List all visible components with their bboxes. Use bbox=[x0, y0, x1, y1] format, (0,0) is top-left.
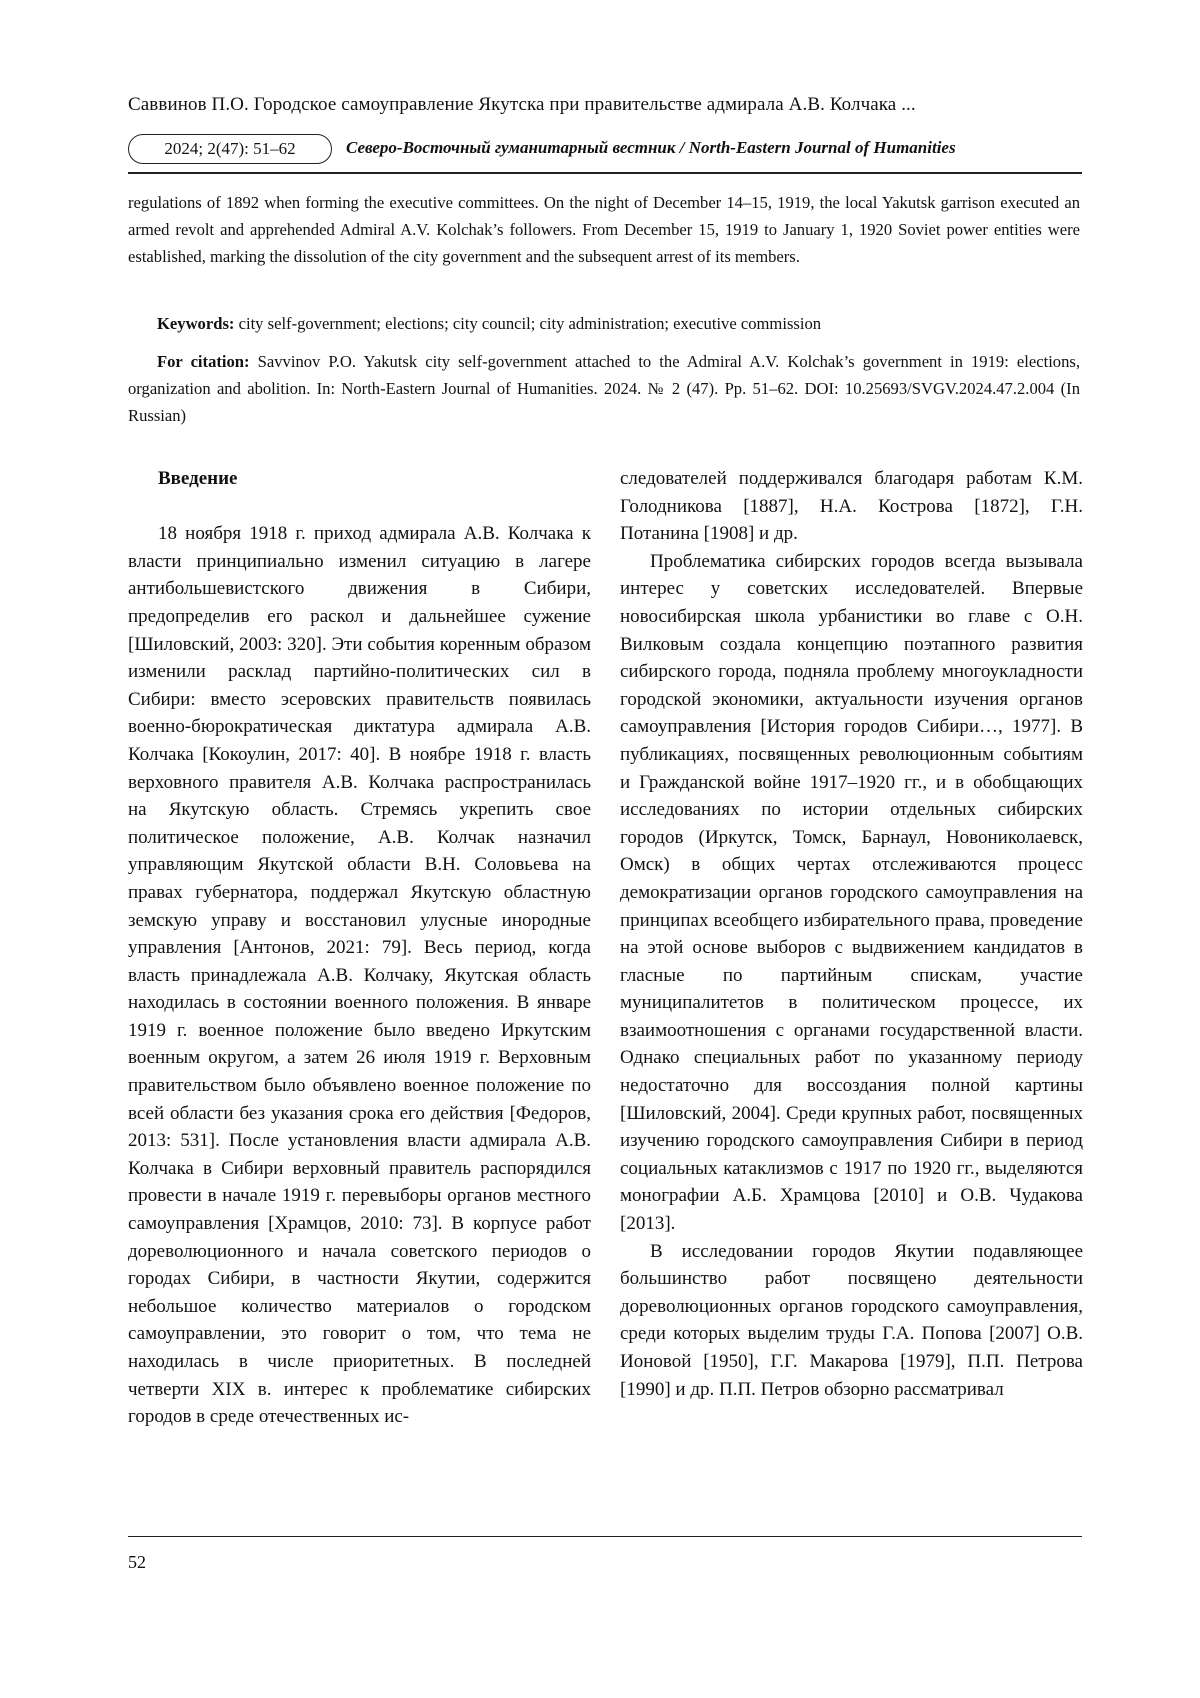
section-heading: Введение bbox=[158, 468, 238, 489]
right-column bbox=[620, 465, 1083, 1403]
header-divider bbox=[128, 172, 1082, 174]
body-paragraph: Проблематика сибирских городов всегда вызывала интерес у советских исследователей. Впервые новосибирская школа урбанистики во главе с О.Н. Вилковым создала концепцию поэтапного развития сибирского города, подняла проблему многоукладности городской экономики, актуальности изучения органов самоуправления [История городов Сибири…, 1977]. В публикациях, посвященных революционным событиям и Гражданской войне 1917–1920 гг., и в обобщающих исследованиях по истории отдельных сибирских городов (Иркутск, Томск, Барнаул, Новониколаевск, Омск) в общих чертах отслеживаются процесс демократизации органов городского самоуправления на принципах всеобщего избирательного права, проведение на этой основе выборов с выдвижением кандидатов в гласные по партийным спискам, участие муниципалитетов в политическом процессе, их взаимоотношения с органами государственной власти. Однако специальных работ по указанному периоду недостаточно для воссоздания полной картины [Шиловский, 2004]. Среди крупных работ, посвященных изучению городского самоуправления Сибири в период социальных катаклизмов с 1917 по 1920 гг., выделяются монографии А.Б. Храмцова [2010] и О.В. Чудакова [2013]. bbox=[620, 550, 1083, 1235]
keywords-text: city self-government; elections; city council; city administration; executive commission bbox=[238, 314, 822, 333]
issue-badge: 2024; 2(47): 51–62 bbox=[128, 134, 332, 164]
page-number: 52 bbox=[128, 1552, 146, 1572]
body-paragraph: В исследовании городов Якутии подавляющее большинство работ посвящено деятельности дореволюционных органов городского самоуправления, среди которых выделим труды Г.А. Попова [2007] О.В. Ионовой [1950], Г.Г. Макарова [1979], П.П. Петрова [1990] и др. П.П. Петров обзорно рассматривал bbox=[620, 1240, 1083, 1400]
citation-label: For citation: bbox=[157, 352, 250, 371]
citation bbox=[128, 348, 1080, 429]
citation-text: Savvinov P.O. Yakutsk city self-government attached to the Admiral A.V. Kolchak’s government in 1919: elections, organization and abolition. In: North-Eastern Journal of Humanities. 2024. № 2 (47). Pp. 51–62. DOI: 10.25693/SVGV.2024.47.2.004 (In Russian) bbox=[128, 352, 1080, 425]
keywords-label: Keywords: bbox=[157, 314, 235, 333]
abstract-text: regulations of 1892 when forming the executive committees. On the night of December 14–15, 1919, the local Yakutsk garrison executed an armed revolt and apprehended Admiral A.V. Kolchak’s followers. From December 15, 1919 to January 1, 1920 Soviet power entities were established, marking the dissolution of the city government and the subsequent arrest of its members. bbox=[128, 193, 1080, 266]
left-column bbox=[128, 465, 591, 1431]
body-paragraph: следователей поддерживался благодаря работам К.М. Голодникова [1887], Н.А. Кострова [1872], Г.Н. Потанина [1908] и др. bbox=[620, 468, 1083, 545]
running-head: Саввинов П.О. Городское самоуправление Якутска при правительстве адмирала А.В. Колчака ... bbox=[128, 94, 916, 115]
journal-title: Северо-Восточный гуманитарный вестник / North-Eastern Journal of Humanities bbox=[346, 138, 956, 157]
footer-divider bbox=[128, 1536, 1082, 1537]
keywords bbox=[157, 310, 1082, 337]
body-paragraph: 18 ноября 1918 г. приход адмирала А.В. Колчака к власти принципиально изменил ситуацию в лагере антибольшевистского движения в Сибири, предопределив его раскол и дальнейшее сужение [Шиловский, 2003: 320]. Эти события коренным образом изменили расклад партийно-политических сил в Сибири: вместо эсеровских правительств появилась военно-бюрократическая диктатура адмирала А.В. Колчака [Кокоулин, 2017: 40]. В ноябре 1918 г. власть верховного правителя А.В. Колчака распространилась на Якутскую область. Стремясь укрепить свое политическое положение, А.В. Колчак назначил управляющим Якутской области В.Н. Соловьева на правах губернатора, поддержал Якутскую областную земскую управу и восстановил улусные инородные управления [Антонов, 2021: 79]. Весь период, когда власть принадлежала А.В. Колчаку, Якутская область находилась в состоянии военного положения. В январе 1919 г. военное положение было введено Иркутским военным округом, а затем 26 июля 1919 г. Верховным правительством было объявлено военное положение по всей области без указания срока его действия [Федоров, 2013: 531]. После установления власти адмирала А.В. Колчака в Сибири верховный правитель распорядился провести в начале 1919 г. перевыборы органов местного самоуправления [Храмцов, 2010: 73]. В корпусе работ дореволюционного и начала советского периодов о городах Сибири, в частности Якутии, содержится небольшое количество материалов о городском самоуправлении, это говорит о том, что тема не находилась в числе приоритетных. В последней четверти XIX в. интерес к проблематике сибирских городов в среде отечественных ис- bbox=[128, 523, 591, 1428]
